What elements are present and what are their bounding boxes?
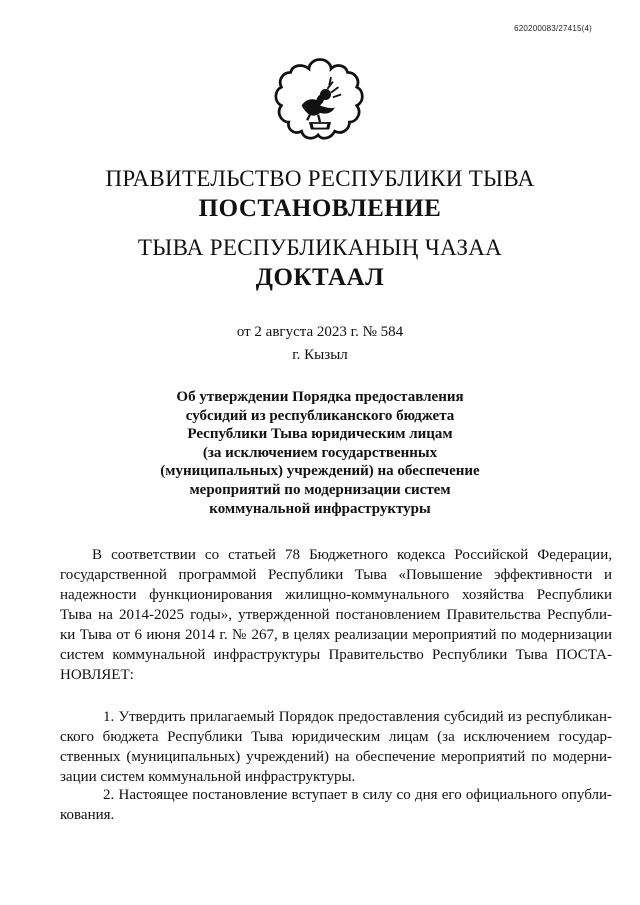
text-line: 2. Настоящее постановление вступает в силу со дня его официального опубли- <box>103 787 612 803</box>
text-line: зации систем коммунальной инфраструктуры. <box>60 769 356 785</box>
tuva-coat-of-arms-icon <box>274 54 366 146</box>
decree-subject <box>0 388 640 518</box>
text-line: надежности функционирования жилищно-коммунального хозяйства Республики <box>60 587 612 603</box>
text-line: ки Тыва от 6 июня 2014 г. № 267, в целях реализации мероприятий по модернизации <box>60 627 612 643</box>
item-2-paragraph <box>60 785 612 825</box>
text-line: государственной программой Республики Тыва «Повышение эффективности и <box>60 567 612 583</box>
subject-line: Об утверждении Порядка предоставления <box>176 389 464 405</box>
subject-line: (за исключением государственных <box>202 444 438 461</box>
text-line: кования. <box>60 807 115 823</box>
text-line: НОВЛЯЕТ: <box>60 667 134 683</box>
subject-line: коммунальной инфраструктуры <box>209 500 431 517</box>
subject-line: мероприятий по модернизации систем <box>189 481 451 498</box>
subject-line: (муниципальных) учреждений) на обеспечение <box>160 463 480 480</box>
government-title: ПРАВИТЕЛЬСТВО РЕСПУБЛИКИ ТЫВА <box>105 166 535 191</box>
decree-title: ПОСТАНОВЛЕНИЕ <box>198 195 442 222</box>
subject-line: субсидий из республиканского бюджета <box>185 407 455 424</box>
document-code: 620200083/27415(4) <box>514 24 592 33</box>
text-line: систем коммунальной инфраструктуры Правительство Республики Тыва ПОСТА- <box>60 647 612 663</box>
decree-title-tyva: ДОКТААЛ <box>255 264 385 291</box>
text-line: ского бюджета Республики Тыва юридическим лицам (за исключением государ- <box>60 729 612 745</box>
decree-date-number: от 2 августа 2023 г. № 584 <box>236 324 404 340</box>
text-line: В соответствии со статьей 78 Бюджетного кодекса Российской Федерации, <box>92 547 612 563</box>
subject-line: Республики Тыва юридическим лицам <box>187 426 453 443</box>
item-1-paragraph <box>60 707 612 787</box>
text-line: 1. Утвердить прилагаемый Порядок предоставления субсидий из республикан- <box>103 709 612 725</box>
text-line: ственных (муниципальных) учреждений) на обеспечение мероприятий по модерни- <box>60 749 612 765</box>
decree-city: г. Кызыл <box>292 347 348 363</box>
text-line: Тыва на 2014-2025 годы», утвержденной постановлением Правительства Республи- <box>60 607 612 623</box>
preamble-paragraph <box>60 545 612 685</box>
government-title-tyva: ТЫВА РЕСПУБЛИКАНЫҢ ЧАЗАА <box>137 235 503 260</box>
